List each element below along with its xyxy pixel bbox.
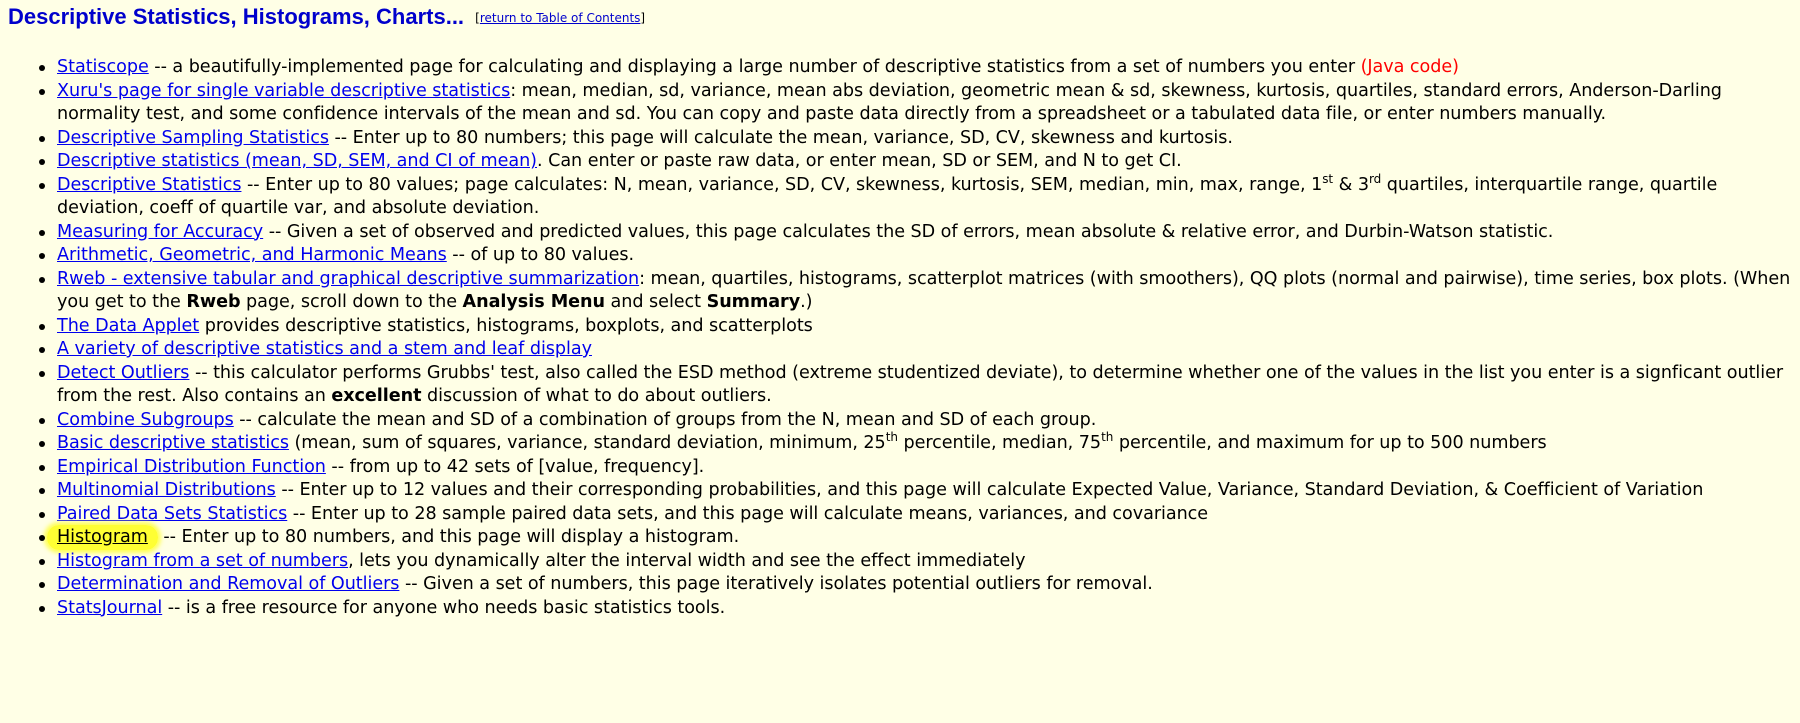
- return-to-toc-link[interactable]: return to Table of Contents: [479, 11, 641, 25]
- page-title: Descriptive Statistics, Histograms, Charts...: [8, 4, 465, 29]
- descriptive-statistics-link[interactable]: Descriptive Statistics: [57, 174, 242, 195]
- item-text: -- Enter up to 80 values; page calculates: N, mean, variance, SD, CV, skewness, kurtosis, SEM, median, min, max, range, 1: [241, 174, 1323, 195]
- item-text: -- Enter up to 80 numbers; this page will calculate the mean, variance, SD, CV, skewness and kurtosis.: [328, 127, 1233, 148]
- list-item-data-applet: [57, 315, 1792, 339]
- item-text: .): [800, 292, 813, 312]
- bold-excellent: excellent: [331, 386, 422, 406]
- bullet-icon: [39, 253, 45, 259]
- item-text: -- calculate the mean and SD of a combination of groups from the N, mean and SD of each group.: [233, 409, 1097, 430]
- bullet-icon: [39, 136, 45, 142]
- bullet-icon: [39, 324, 45, 330]
- descriptive-statistics-ci-link[interactable]: Descriptive statistics (mean, SD, SEM, and CI of mean): [57, 151, 537, 171]
- item-text: -- this calculator performs Grubbs' test, also called the ESD method (extreme studentized deviate), to determine whether one of the values in the list you enter is a signficant outlier from the rest. Also contains an: [57, 362, 1784, 406]
- bullet-icon: [39, 488, 45, 494]
- item-text: quartiles, interquartile range, quartile deviation, coeff of quartile var, and absolute deviation.: [57, 174, 1718, 218]
- superscript: st: [1322, 171, 1334, 186]
- detect-outliers-link[interactable]: Detect Outliers: [57, 362, 190, 383]
- bullet-icon: [39, 441, 45, 447]
- list-item-empirical-distribution: [57, 456, 1792, 480]
- stem-and-leaf-link[interactable]: A variety of descriptive statistics and a stem and leaf display: [57, 339, 592, 359]
- bullet-icon: [39, 65, 45, 71]
- list-item-basic-descriptive: [57, 432, 1792, 456]
- xuru-descriptive-link[interactable]: Xuru's page for single variable descriptive statistics: [57, 80, 511, 101]
- list-item-statiscope: [57, 56, 1792, 80]
- section-header: [8, 0, 1792, 38]
- list-item-paired-data: [57, 503, 1792, 527]
- combine-subgroups-link[interactable]: Combine Subgroups: [57, 409, 234, 430]
- item-text: -- a beautifully-implemented page for calculating and displaying a large number of descriptive statistics from a set of numbers you enter: [148, 57, 1361, 77]
- bullet-icon: [39, 535, 45, 541]
- item-text: , lets you dynamically alter the interval width and see the effect immediately: [348, 550, 1026, 571]
- bullet-icon: [39, 512, 45, 518]
- bullet-icon: [39, 418, 45, 424]
- empirical-distribution-function-link[interactable]: Empirical Distribution Function: [57, 456, 326, 477]
- bullet-icon: [39, 230, 45, 236]
- list-item-descriptive-statistics: [57, 171, 1792, 221]
- item-text: -- Given a set of numbers, this page iteratively isolates potential outliers for removal.: [399, 574, 1153, 594]
- list-item-descriptive-sampling: [57, 127, 1792, 151]
- item-text: (mean, sum of squares, variance, standard deviation, minimum, 25: [288, 433, 886, 453]
- toc-link-wrapper: [475, 11, 645, 25]
- toc-close-bracket: ]: [640, 11, 646, 25]
- data-applet-link[interactable]: The Data Applet: [57, 315, 200, 336]
- item-text: -- Enter up to 12 values and their corresponding probabilities, and this page will calculate Expected Value, Variance, Standard Deviation, & Coefficient of Variation: [275, 480, 1704, 500]
- bullet-icon: [39, 347, 45, 353]
- item-text: -- Enter up to 28 sample paired data sets, and this page will calculate means, variances, and covariance: [287, 503, 1209, 524]
- item-text: -- is a free resource for anyone who needs basic statistics tools.: [162, 597, 726, 618]
- list-item-means: [57, 244, 1792, 268]
- bullet-icon: [39, 277, 45, 283]
- item-text: provides descriptive statistics, histograms, boxplots, and scatterplots: [199, 315, 813, 336]
- bullet-icon: [39, 582, 45, 588]
- superscript: rd: [1368, 171, 1382, 186]
- item-text: -- Given a set of observed and predicted values, this page calculates the SD of errors, mean absolute & relative error, and Durbin-Watson statistic.: [263, 221, 1554, 242]
- list-item-descriptive-ci: [57, 150, 1792, 174]
- list-item-outlier-removal: [57, 573, 1792, 597]
- superscript: th: [885, 430, 898, 444]
- paired-data-sets-statistics-link[interactable]: Paired Data Sets Statistics: [57, 503, 288, 524]
- bold-analysis-menu: Analysis Menu: [462, 292, 606, 312]
- list-item-histogram-numbers: [57, 550, 1792, 574]
- list-item-stem-leaf: [57, 338, 1792, 362]
- multinomial-distributions-link[interactable]: Multinomial Distributions: [57, 480, 276, 500]
- list-item-histogram: [57, 526, 1792, 550]
- list-item-detect-outliers: [57, 362, 1792, 409]
- list-item-measuring-accuracy: [57, 221, 1792, 245]
- item-text: -- from up to 42 sets of [value, frequency].: [325, 456, 705, 477]
- bullet-icon: [39, 159, 45, 165]
- item-text: . Can enter or paste raw data, or enter mean, SD or SEM, and N to get CI.: [537, 151, 1182, 171]
- item-text: -- Enter up to 80 numbers, and this page will display a histogram.: [157, 527, 740, 547]
- java-code-note: (Java code): [1360, 57, 1459, 77]
- item-text: : mean, quartiles, histograms, scatterplot matrices (with smoothers), QQ plots (normal and pairwise), time series, box plots. (When you get to the: [57, 268, 1791, 312]
- measuring-for-accuracy-link[interactable]: Measuring for Accuracy: [57, 221, 264, 242]
- histogram-from-numbers-link[interactable]: Histogram from a set of numbers: [57, 550, 349, 571]
- rweb-link[interactable]: Rweb - extensive tabular and graphical descriptive summarization: [57, 268, 640, 289]
- list-item-xuru: [57, 80, 1792, 127]
- arithmetic-geometric-harmonic-means-link[interactable]: Arithmetic, Geometric, and Harmonic Means: [57, 245, 447, 265]
- bold-summary: Summary: [706, 292, 801, 312]
- histogram-link[interactable]: Histogram: [57, 527, 148, 547]
- statiscope-link[interactable]: Statiscope: [57, 57, 149, 77]
- item-text: page, scroll down to the: [240, 292, 463, 312]
- highlight-marker: [47, 525, 158, 550]
- item-text: -- of up to 80 values.: [446, 245, 635, 265]
- bullet-icon: [39, 606, 45, 612]
- toc-open-bracket: [: [475, 11, 480, 25]
- descriptive-sampling-statistics-link[interactable]: Descriptive Sampling Statistics: [57, 127, 329, 148]
- item-text: discussion of what to do about outliers.: [421, 386, 772, 406]
- list-item-rweb: [57, 268, 1792, 315]
- item-text: percentile, and maximum for up to 500 numbers: [1113, 433, 1547, 453]
- basic-descriptive-statistics-link[interactable]: Basic descriptive statistics: [57, 433, 289, 453]
- list-item-statsjournal: [57, 597, 1792, 621]
- list-item-combine-subgroups: [57, 409, 1792, 433]
- superscript: th: [1101, 430, 1114, 444]
- bold-rweb: Rweb: [186, 292, 241, 312]
- statsjournal-link[interactable]: StatsJournal: [57, 597, 163, 618]
- list-item-multinomial: [57, 479, 1792, 503]
- bullet-icon: [39, 89, 45, 95]
- outlier-removal-link[interactable]: Determination and Removal of Outliers: [57, 574, 400, 594]
- bullet-icon: [39, 465, 45, 471]
- item-text: : mean, median, sd, variance, mean abs deviation, geometric mean & sd, skewness, kurtosis, quartiles, standard errors, Anderson-Darling normality test, and some confidence intervals of the mean and sd. You can copy and paste data directly from a spreadsheet or a tabulated data file, or enter numbers manually.: [57, 80, 1722, 124]
- bullet-icon: [39, 371, 45, 377]
- statistics-link-list: [8, 56, 1792, 620]
- bullet-icon: [39, 559, 45, 565]
- bullet-icon: [39, 183, 45, 189]
- item-text: & 3: [1333, 174, 1369, 195]
- item-text: and select: [605, 292, 707, 312]
- item-text: percentile, median, 75: [897, 433, 1102, 453]
